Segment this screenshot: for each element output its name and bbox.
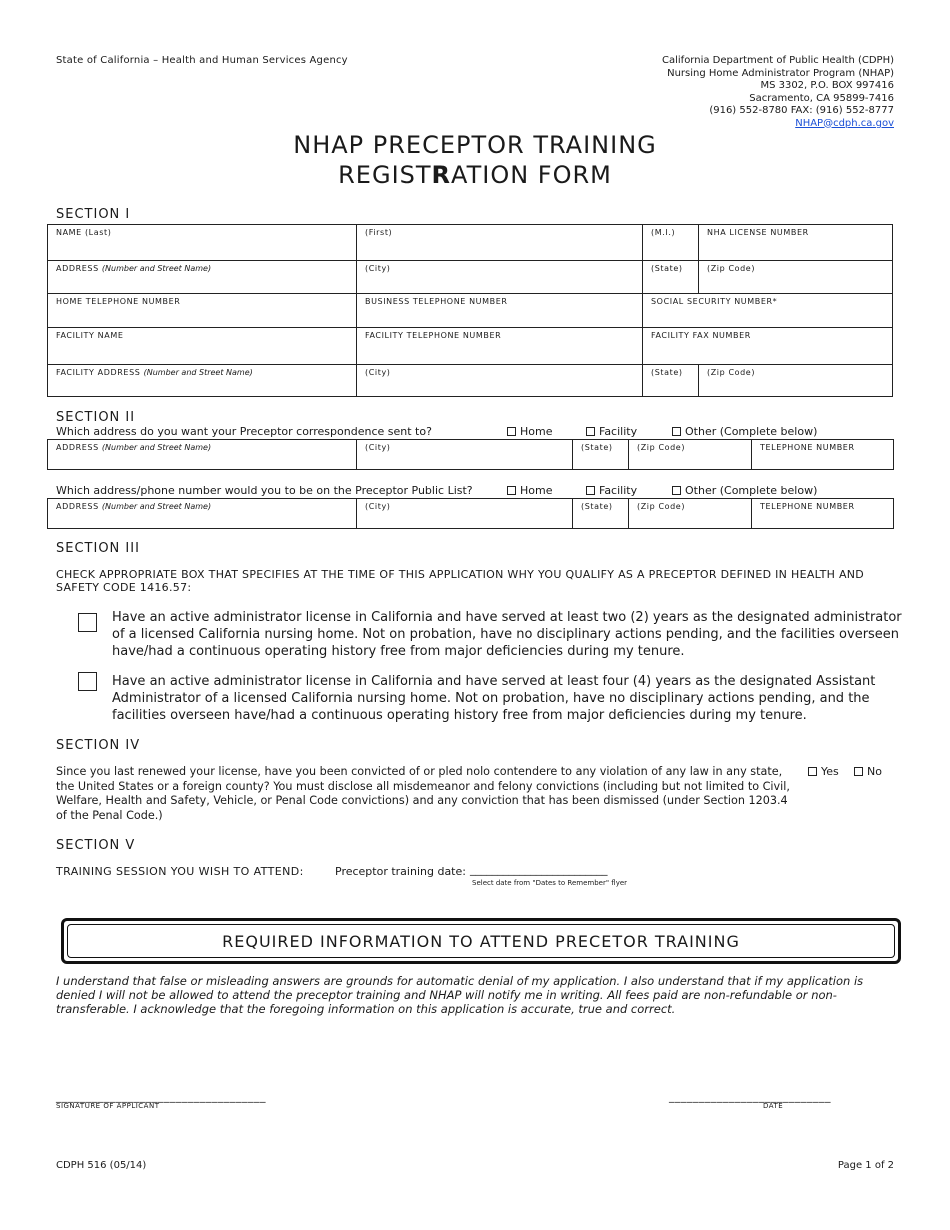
section-2-heading: SECTION II [56,410,136,425]
name-last-field[interactable]: NAME (Last) [48,225,357,261]
facility-state-field[interactable]: (State) [643,365,699,397]
conviction-question: Since you last renewed your license, have you been convicted of or pled nolo contendere to any violation of any law in any state, the United States or a foreign county? You must disclose all misdemeanor and felony convictions (including but not limited to Civil, Welfare, Health and Safety, Vehicle, or Penal Code convictions) and any conviction that has been dismissed (under Section 1203.4 of the Penal Code.) [56,765,790,822]
public-home-option[interactable]: Home [507,484,552,497]
checkbox-icon[interactable] [808,767,817,776]
corr-zip-field[interactable]: (Zip Code) [629,440,752,470]
section-1-heading: SECTION I [56,207,131,222]
public-state-field[interactable]: (State) [573,499,629,529]
facility-fax-field[interactable]: FACILITY FAX NUMBER [643,328,893,365]
signature-label: SIGNATURE OF APPLICANT [56,1102,160,1110]
title-line-1: NHAP PRECEPTOR TRAINING [293,131,657,159]
city-field[interactable]: (City) [357,261,643,294]
section-4-heading: SECTION IV [56,738,141,753]
section-3-heading: SECTION III [56,541,140,556]
ssn-field[interactable]: SOCIAL SECURITY NUMBER* [643,294,893,328]
email-link[interactable]: NHAP@cdph.ca.gov [795,117,894,129]
section-1-table [47,224,893,397]
checkbox-icon[interactable] [672,427,681,436]
corr-state-field[interactable]: (State) [573,440,629,470]
required-info-banner [61,918,901,964]
date-line[interactable]: ___________________________ [669,1090,831,1103]
qualification-2yr-text: Have an active administrator license in California and have served at least two (2) years as the designated administrator of a licensed California nursing home. Not on probation, have no disciplinary actions pending, and the facilities overseen have/had a continuous operating history free from major deficiencies during my tenure. [112,610,902,659]
conviction-yes-option[interactable]: Yes [808,765,839,778]
training-session-label: TRAINING SESSION YOU WISH TO ATTEND: [56,865,304,878]
checkbox-icon[interactable] [586,486,595,495]
facility-zip-field[interactable]: (Zip Code) [699,365,893,397]
section-5-heading: SECTION V [56,838,136,853]
dept-line: Nursing Home Administrator Program (NHAP) [667,67,894,79]
date-label: DATE [763,1102,784,1110]
form-title [0,130,950,190]
training-date-label: Preceptor training date: [335,865,466,878]
page-number: Page 1 of 2 [837,1160,894,1171]
qualification-4yr-checkbox[interactable] [78,672,97,691]
nha-license-field[interactable]: NHA LICENSE NUMBER [699,225,893,261]
checkbox-icon[interactable] [507,486,516,495]
address-field[interactable]: ADDRESS (Number and Street Name) [48,261,357,294]
facility-name-field[interactable]: FACILITY NAME [48,328,357,365]
public-list-question: Which address/phone number would you to be on the Preceptor Public List? [56,484,473,497]
checkbox-icon[interactable] [854,767,863,776]
corr-phone-field[interactable]: TELEPHONE NUMBER [752,440,894,470]
agency-name: State of California – Health and Human Services Agency [56,55,348,66]
title-line-2: REGISTRATION FORM [338,161,612,189]
corr-other-option[interactable]: Other (Complete below) [672,425,817,438]
facility-phone-field[interactable]: FACILITY TELEPHONE NUMBER [357,328,643,365]
public-other-option[interactable]: Other (Complete below) [672,484,817,497]
public-facility-option[interactable]: Facility [586,484,637,497]
public-address-table [47,498,894,529]
required-info-title: REQUIRED INFORMATION TO ATTEND PRECETOR TRAINING [67,924,895,958]
correspondence-address-table [47,439,894,470]
state-field[interactable]: (State) [643,261,699,294]
department-address [662,55,894,130]
acknowledgement-statement: I understand that false or misleading answers are grounds for automatic denial of my application. I also understand that if my application is denied I will not be allowed to attend the preceptor training and NHAP will notify me in writing. All fees paid are non-refundable or non-transferable. I acknowledge that the foregoing information on this application is accurate, true and correct. [56,974,864,1016]
dept-line: California Department of Public Health (CDPH) [662,55,894,66]
corr-address-field[interactable]: ADDRESS (Number and Street Name) [48,440,357,470]
form-id: CDPH 516 (05/14) [56,1160,147,1171]
public-phone-field[interactable]: TELEPHONE NUMBER [752,499,894,529]
dept-line: MS 3302, P.O. BOX 997416 [760,80,894,91]
name-mi-field[interactable]: (M.I.) [643,225,699,261]
training-date-hint: Select date from "Dates to Remember" flyer [472,879,628,887]
checkbox-icon[interactable] [672,486,681,495]
business-phone-field[interactable]: BUSINESS TELEPHONE NUMBER [357,294,643,328]
qualification-4yr-text: Have an active administrator license in California and have served at least four (4) years as the designated Assistant Administrator of a licensed California nursing home. Not on probation, have no disciplinary actions pending, and the facilities overseen have/had a continuous operating history free from major deficiencies during my tenure. [112,674,876,723]
dept-line: Sacramento, CA 95899-7416 [749,92,894,104]
dept-line: (916) 552-8780 FAX: (916) 552-8777 [709,105,894,116]
checkbox-icon[interactable] [586,427,595,436]
name-first-field[interactable]: (First) [357,225,643,261]
corr-facility-option[interactable]: Facility [586,425,637,438]
checkbox-icon[interactable] [507,427,516,436]
conviction-no-option[interactable]: No [854,765,882,778]
facility-city-field[interactable]: (City) [357,365,643,397]
public-city-field[interactable]: (City) [357,499,573,529]
correspondence-question: Which address do you want your Preceptor correspondence sent to? [56,425,432,438]
corr-city-field[interactable]: (City) [357,440,573,470]
qualification-2yr-checkbox[interactable] [78,613,97,632]
training-date-field[interactable]: _________________________ [470,863,608,876]
public-zip-field[interactable]: (Zip Code) [629,499,752,529]
zip-field[interactable]: (Zip Code) [699,261,893,294]
home-phone-field[interactable]: HOME TELEPHONE NUMBER [48,294,357,328]
facility-address-field[interactable]: FACILITY ADDRESS (Number and Street Name) [48,365,357,397]
public-address-field[interactable]: ADDRESS (Number and Street Name) [48,499,357,529]
section-3-instruction: CHECK APPROPRIATE BOX THAT SPECIFIES AT THE TIME OF THIS APPLICATION WHY YOU QUALIFY AS A PRECEPTOR DEFINED IN HEALTH AND SAFETY CODE 1416.57: [56,568,865,594]
corr-home-option[interactable]: Home [507,425,552,438]
signature-line[interactable]: ___________________________________ [56,1090,266,1103]
